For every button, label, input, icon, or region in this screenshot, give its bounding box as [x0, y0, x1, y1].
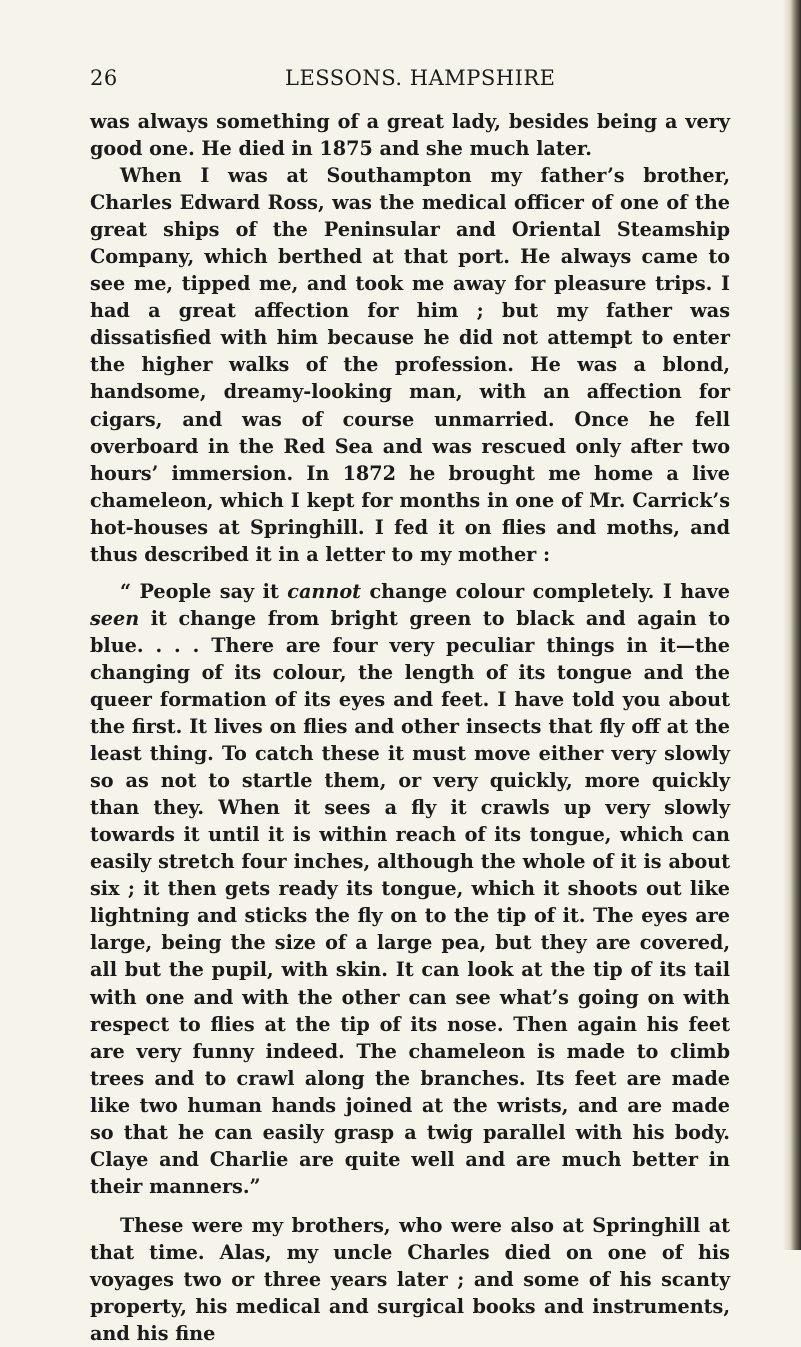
- page-number: 26: [90, 66, 118, 90]
- paragraph-brothers: These were my brothers, who were also at Springhill at that time. Alas, my uncle Charles died on one of his voyages two or three years later ; and some of his scanty property, his medical and surgical books and instruments, and his fine: [90, 1213, 730, 1346]
- body-text: [90, 108, 730, 1347]
- running-title: LESSONS. HAMPSHIRE: [285, 66, 556, 90]
- letter-quote: [90, 578, 730, 1200]
- quote-text-3: it change from bright green to black and again to blue. . . . There are four very peculiar things in it—the changing of its colour, the length of its tongue and the queer formation of its eyes and feet. I have told you about the first. It lives on flies and other insects that fly off at the least thing. To catch these it must move either very slowly so as not to startle them, or very quickly, more quickly than they. When it sees a fly it crawls up very slowly towards it until it is within reach of its tongue, which can easily stretch four inches, although the whole of it is about six ; it then gets ready its tongue, which it shoots out like lightning and sticks the fly on to the tip of it. The eyes are large, being the size of a large pea, but they are covered, all but the pupil, with skin. It can look at the tip of its tail with one and with the other can see what’s going on with respect to flies at the tip of its nose. Then again his feet are very funny indeed. The chameleon is made to climb trees and to crawl along the branches. Its feet are made like two human hands joined at the wrists, and are made so that he can easily grasp a twig parallel with his body. Claye and Charlie are quite well and are much better in their manners.”: [90, 606, 730, 1198]
- quote-emphasis-cannot: cannot: [287, 579, 361, 603]
- quote-text-1: “ People say it: [120, 579, 288, 603]
- running-head: [90, 66, 730, 96]
- page-edge-shadow: [783, 0, 801, 1250]
- paragraph-continuation: was always something of a great lady, besides being a very good one. He died in 1875 and she much later.: [90, 110, 730, 161]
- quote-emphasis-seen: seen: [90, 606, 140, 630]
- quote-text-2: change colour completely. I have: [360, 579, 730, 603]
- paragraph-uncle: When I was at Southampton my father’s brother, Charles Edward Ross, was the medical officer of one of the great ships of the Peninsular and Oriental Steamship Company, which berthed at that port. He always came to see me, tipped me, and took me away for pleasure trips. I had a great affection for him ; but my father was dissatisfied with him because he did not attempt to enter the higher walks of the profession. He was a blond, handsome, dreamy-looking man, with an affection for cigars, and was of course unmarried. Once he fell overboard in the Red Sea and was rescued only after two hours’ immersion. In 1872 he brought me home a live chameleon, which I kept for months in one of Mr. Carrick’s hot-houses at Springhill. I fed it on flies and moths, and thus described it in a letter to my mother :: [90, 164, 730, 566]
